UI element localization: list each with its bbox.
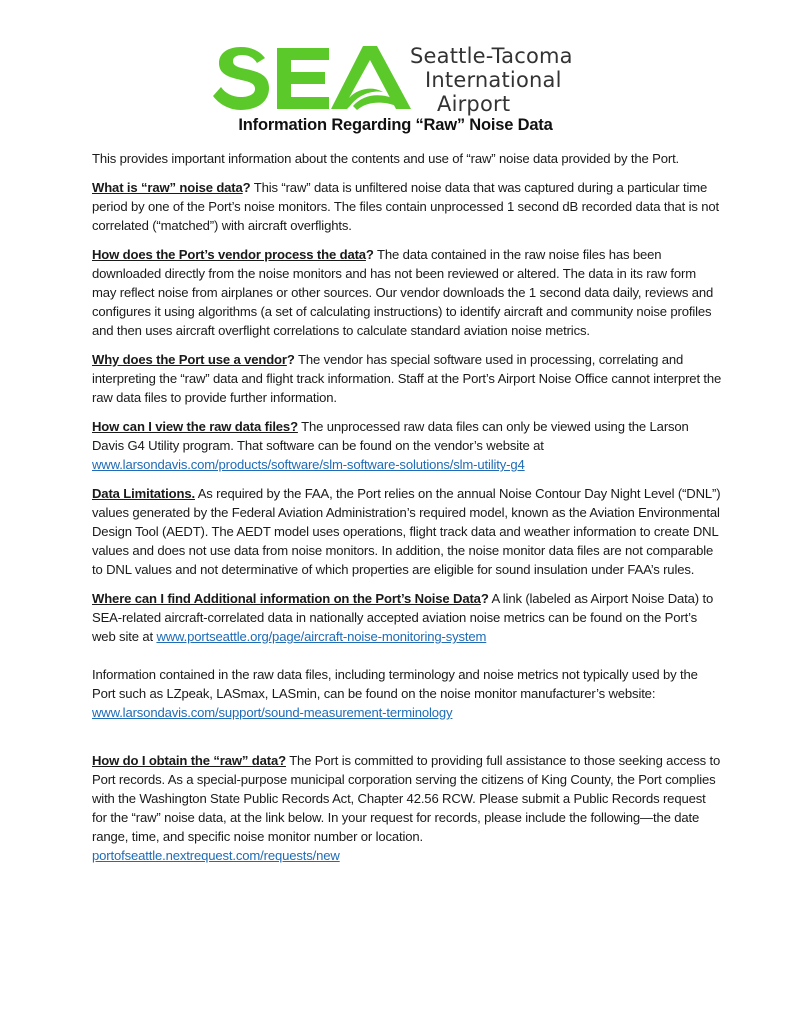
logo-line-1: Seattle-Tacoma xyxy=(410,44,573,68)
public-records-request-link[interactable]: portofseattle.nextrequest.com/requests/new xyxy=(92,848,340,863)
section-heading: What is “raw” noise data xyxy=(92,180,243,195)
section-body: As required by the FAA, the Port relies on the annual Noise Contour Day Night Level (“DNL”) values generated by the Federal Aviation Administration’s required model, known as the Aviation Environmental Design Tool (AEDT). The AEDT model uses operations, flight track data and weather information to create DNL values and does not use data from noise monitors. In addition, the noise monitor data files are not comparable to DNL values and not determinative of which properties are eligible for sound insulation under FAA’s rules. xyxy=(92,486,721,577)
heading-suffix: ? xyxy=(365,247,374,262)
section-heading: How does the Port’s vendor process the data xyxy=(92,247,366,262)
larsondavis-g4-utility-link[interactable]: www.larsondavis.com/products/software/slm-software-solutions/slm-utility-g4 xyxy=(92,457,525,472)
section-why-vendor xyxy=(92,350,722,407)
heading-suffix: ? xyxy=(480,591,489,606)
intro-paragraph: This provides important information about the contents and use of “raw” noise data provided by the Port. xyxy=(92,151,680,166)
section-body: The unprocessed raw data files can only be viewed using the Larson Davis G4 Utility program. That software can be found on the vendor’s website at xyxy=(92,419,689,453)
section-additional-info xyxy=(92,589,722,646)
section-heading: Why does the Port use a vendor xyxy=(92,352,287,367)
section-vendor-process xyxy=(92,245,722,340)
logo-line-3: Airport xyxy=(437,92,511,116)
section-body: This “raw” data is unfiltered noise data that was captured during a particular time period by one of the Port’s noise monitors. The files contain unprocessed 1 second dB recorded data that is not correlated (“matched”) with aircraft overflights. xyxy=(92,180,720,233)
section-obtain-raw-data xyxy=(92,751,722,865)
section-what-is-raw xyxy=(92,178,722,235)
heading-suffix: ? xyxy=(286,352,295,367)
document-body xyxy=(92,149,722,875)
heading-suffix: ? xyxy=(242,180,251,195)
section-body: The data contained in the raw noise files has been downloaded directly from the noise monitors and has not been reviewed or altered. The data in its raw form may reflect noise from airplanes or other sources. Our vendor downloads the 1 second data daily, reviews and configures it using algorithms (a set of calculating instructions) to identify aircraft and community noise profiles and then uses aircraft overflight correlations to calculate standard aviation noise metrics. xyxy=(92,247,714,338)
terminology-body: Information contained in the raw data files, including terminology and noise metrics not typically used by the Port such as LZpeak, LASmax, LASmin, can be found on the noise monitor manufacturer’s website: xyxy=(92,667,698,701)
sea-airport-logo xyxy=(213,40,573,118)
section-view-raw-files xyxy=(92,417,722,474)
logo-line-2: International xyxy=(425,68,562,92)
portseattle-noise-monitoring-link[interactable]: www.portseattle.org/page/aircraft-noise-monitoring-system xyxy=(156,629,487,644)
section-data-limitations xyxy=(92,484,722,579)
section-heading: Data Limitations. xyxy=(92,486,195,501)
sea-letters-logo-mark xyxy=(213,40,413,118)
terminology-paragraph xyxy=(92,665,722,722)
page-title: Information Regarding “Raw” Noise Data xyxy=(238,116,553,134)
section-body: The Port is committed to providing full assistance to those seeking access to Port records. As a special-purpose municipal corporation serving the citizens of King County, the Port complies with the Washington State Public Records Act, Chapter 42.56 RCW. Please submit a Public Records request for the “raw” noise data, at the link below. In your request for records, please include the following—the date range, time, and specific noise monitor number or location. xyxy=(92,753,721,844)
section-heading: How do I obtain the “raw” data? xyxy=(92,753,286,768)
larsondavis-terminology-link[interactable]: www.larsondavis.com/support/sound-measurement-terminology xyxy=(92,705,453,720)
logo-wordmark xyxy=(410,44,573,116)
section-body: The vendor has special software used in processing, correlating and interpreting the “raw” data and flight track information. Staff at the Port’s Airport Noise Office cannot interpret the raw data files to provide further information. xyxy=(92,352,722,405)
section-heading: Where can I find Additional information on the Port’s Noise Data xyxy=(92,591,481,606)
section-heading: How can I view the raw data files? xyxy=(92,419,298,434)
section-body: A link (labeled as Airport Noise Data) to SEA-related aircraft-correlated data in nationally accepted aviation noise metrics can be found on the Port’s web site at xyxy=(92,591,714,644)
